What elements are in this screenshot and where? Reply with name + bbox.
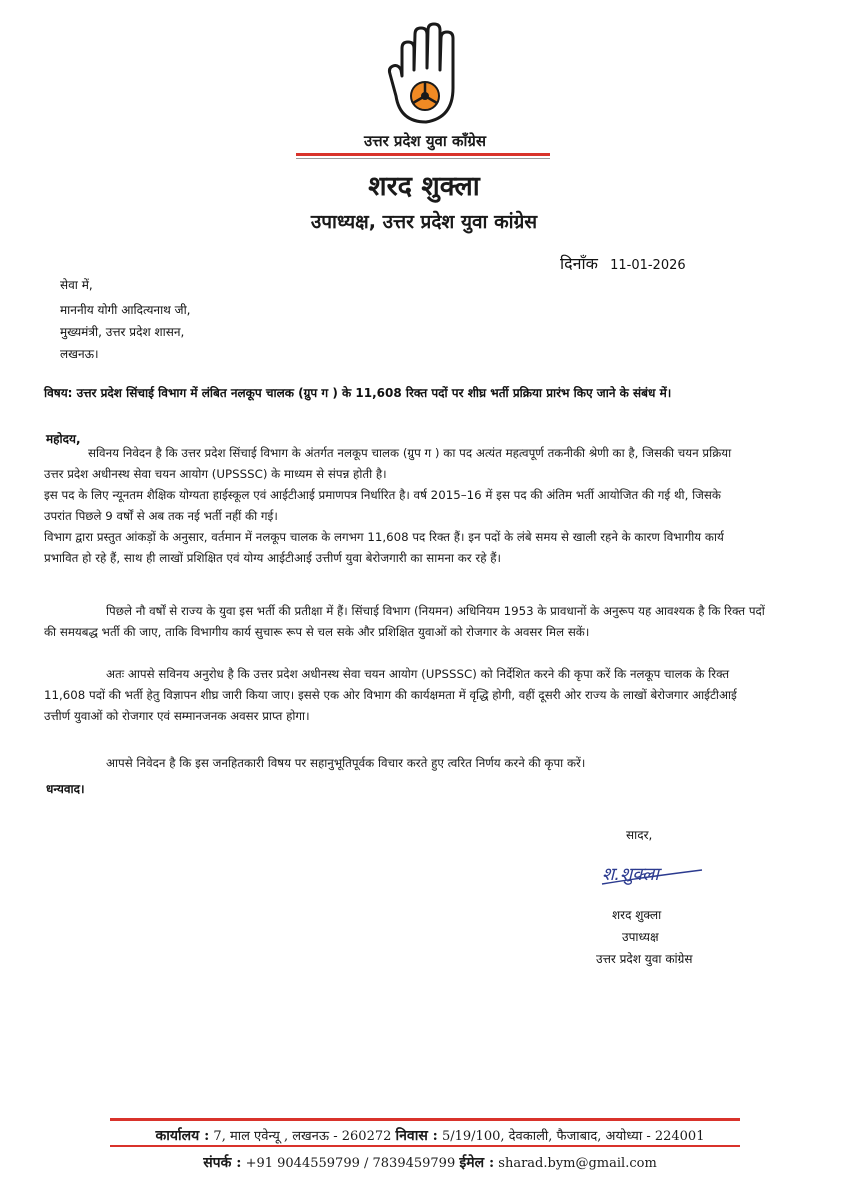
body-line: अतः आपसे सविनय अनुरोध है कि उत्तर प्रदेश अधीनस्थ सेवा चयन आयोग (UPSSSC) को निर्देशित करने की कृपा करें कि नलकूप चालक के रिक्त xyxy=(106,667,730,681)
footer-divider-top xyxy=(110,1118,740,1121)
date-row xyxy=(560,252,810,274)
org-name: उत्तर प्रदेश युवा कॉंग्रेस xyxy=(363,132,487,150)
body-paragraph-4 xyxy=(44,753,824,774)
header-divider-red xyxy=(296,153,550,156)
recipient-line: सेवा में, xyxy=(60,278,93,292)
contact-label: संपर्क : xyxy=(203,1155,242,1171)
body-line: उत्तीर्ण युवाओं को रोजगार एवं सम्मानजनक अवसर प्राप्त होगा। xyxy=(44,709,310,723)
body-line: आपसे निवेदन है कि इस जनहितकारी विषय पर सहानुभूतिपूर्वक विचार करते हुए त्वरित निर्णय करने की कृपा करें। xyxy=(106,756,586,770)
signatory-org: उत्तर प्रदेश युवा कांग्रेस xyxy=(596,952,693,966)
signature-text: श.शुक्ला xyxy=(602,864,659,885)
body-line: उपरांत पिछले 9 वर्षों से अब तक नई भर्ती नहीं की गई। xyxy=(44,509,278,523)
subject-line: विषय: उत्तर प्रदेश सिंचाई विभाग में लंबित नलकूप चालक (ग्रुप ग ) के 11,608 रिक्त पदों पर शीघ्र भर्ती प्रक्रिया प्रारंभ किए जाने के संबंध में। xyxy=(44,386,672,400)
footer-address-line xyxy=(110,1126,750,1145)
body-paragraph-1 xyxy=(44,443,824,569)
salutation: महोदय, xyxy=(46,432,81,446)
office-address: 7, माल एवेन्यू , लखनऊ - 260272 xyxy=(213,1129,392,1144)
body-line: उत्तर प्रदेश अधीनस्थ सेवा चयन आयोग (UPSSSC) के माध्यम से संपन्न होती है। xyxy=(44,467,387,481)
body-line: प्रभावित हो रहे हैं, साथ ही लाखों प्रशिक्षित एवं योग्य आईटीआई उत्तीर्ण युवा बेरोजगारी का सामना कर रहे हैं। xyxy=(44,551,501,565)
recipient-line: माननीय योगी आदित्यनाथ जी, xyxy=(60,303,191,317)
body-line: विभाग द्वारा प्रस्तुत आंकड़ों के अनुसार, वर्तमान में नलकूप चालक के लगभग 11,608 पद रिक्त हैं। इन पदों के लंबे समय से खाली रहने के कारण विभागीय कार्य xyxy=(44,530,724,544)
body-paragraph-3 xyxy=(44,664,824,727)
body-line: 11,608 पदों की भर्ती हेतु विज्ञापन शीघ्र जारी किया जाए। इससे एक ओर विभाग की कार्यक्षमता में वृद्धि होगी, वहीं दूसरी ओर राज्य के लाखों बेरोजगार आईटीआई xyxy=(44,688,737,702)
body-line: पिछले नौ वर्षों से राज्य के युवा इस भर्ती की प्रतीक्षा में हैं। सिंचाई विभाग (नियमन) अधिनियम 1953 के प्रावधानों के अनुरूप यह आवश्यक है कि रिक्त पदों xyxy=(106,604,765,618)
footer-divider-bottom xyxy=(110,1145,740,1147)
signatory-name: शरद शुक्ला xyxy=(612,908,662,922)
email-address: sharad.bym@gmail.com xyxy=(498,1156,657,1171)
recipient-line: मुख्यमंत्री, उत्तर प्रदेश शासन, xyxy=(60,325,185,339)
date-label: दिनाँक xyxy=(560,254,598,273)
designation-heading: उपाध्यक्ष, उत्तर प्रदेश युवा कांग्रेस xyxy=(310,211,538,233)
body-line: की समयबद्ध भर्ती की जाए, ताकि विभागीय कार्य सुचारू रूप से चल सके और प्रशिक्षित युवाओं को रोजगार के अवसर मिल सकें। xyxy=(44,625,590,639)
header-divider-gray xyxy=(296,158,550,159)
contact-phones: +91 9044559799 / 7839459799 xyxy=(245,1156,456,1171)
body-paragraph-2 xyxy=(44,601,824,643)
body-line: सविनय निवेदन है कि उत्तर प्रदेश सिंचाई विभाग के अंतर्गत नलकूप चालक (ग्रुप ग ) का पद अत्यंत महत्वपूर्ण तकनीकी श्रेणी का है, जिसकी चयन प्रक्रिया xyxy=(88,446,732,460)
signature xyxy=(598,852,708,892)
signatory-post: उपाध्यक्ष xyxy=(622,930,659,944)
office-label: कार्यालय : xyxy=(155,1128,210,1144)
email-label: ईमेल : xyxy=(459,1155,495,1171)
date-value: 11-01-2026 xyxy=(610,258,686,273)
congress-hand-icon xyxy=(382,18,466,130)
person-name-heading: शरद शुक्ला xyxy=(368,171,480,202)
body-line: इस पद के लिए न्यूनतम शैक्षिक योग्यता हाईस्कूल एवं आईटीआई प्रमाणपत्र निर्धारित है। वर्ष 2015–16 में इस पद की अंतिम भर्ती आयोजित की गई थी, जिसके xyxy=(44,488,721,502)
closing-thanks: धन्यवाद। xyxy=(46,782,85,796)
sign-off-saadar: सादर, xyxy=(626,828,653,842)
footer-contact-line xyxy=(110,1153,750,1172)
recipient-line: लखनऊ। xyxy=(60,347,99,361)
residence-address: 5/19/100, देवकाली, फैजाबाद, अयोध्या - 224001 xyxy=(441,1129,705,1144)
residence-label: निवास : xyxy=(395,1128,438,1144)
